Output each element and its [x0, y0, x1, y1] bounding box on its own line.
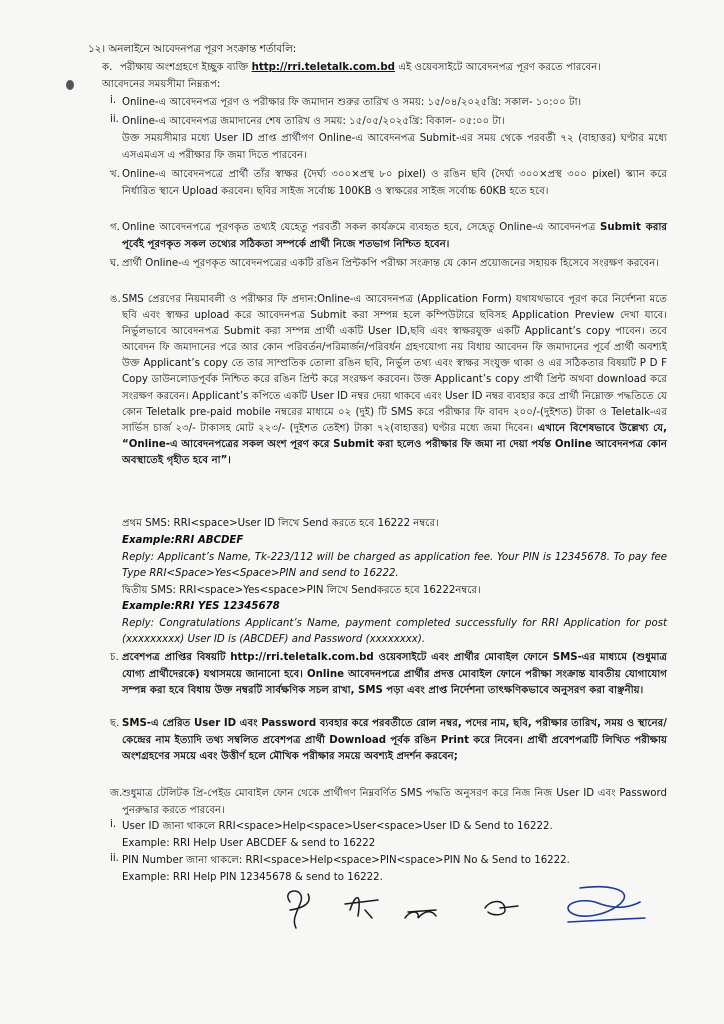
website-link[interactable]: http://rri.teletalk.com.bd: [251, 62, 395, 73]
website-link-2[interactable]: http://rri.teletalk.com.bd: [230, 652, 374, 663]
signatures: [250, 880, 650, 940]
document-page: ১২। অনলাইনে আবেদনপত্র পূরণ সংক্রান্ত শর্তাবলি: ক. পরীক্ষায় অংশগ্রহণে ইচ্ছুক ব্যক্তি http://rri.teletalk.com.bd এই ওয়েবসাইটে আবেদনপত্র পূরণ করতে পারবেন। আবেদনের সময়সীমা নিম্নরূপ: i. Online-এ আবেদনপত্র পূরণ ও পরীক্ষার ফি জমাদান শুরুর তারিখ ও সময়: ১৫/০৪/২০২৫খ্রি: সকাল- ১০:০০ টা। ii. Online-এ আবেদনপত্র জমাদানের শেষ তারিখ ও সময়: ১৫/০৫/২০২৫খ্রি: বিকাল- ০৫:০০ টা। উক্ত সময়সীমার মধ্যে User ID প্রাপ্ত প্রার্থীগণ Online-এ আবেদনপত্র Submit-এর সময় থেকে পরবর্তী ৭২ (বাহাত্তর) ঘণ্টার মধ্যে এসএমএস এ পরীক্ষার ফি জমা দিতে পারবেন। খ. Online-এ আবেদনপত্রে প্রার্থী তাঁর স্বাক্ষর (দৈর্ঘ্য ৩০০×প্রস্থ ৮০ pixel) ও রঙিন ছবি (দৈর্ঘ্য ৩০০×প্রস্থ ৩০০ pixel) স্ক্যান করে নির্ধারিত স্থানে Upload করবেন। ছবির সাইজ সর্বোচ্চ 100KB ও স্বাক্ষরের সাইজ সর্বোচ্চ 60KB হতে হবে। গ. Online আবেদনপত্রে পূরণকৃত তথ্যই যেহেতু পরবর্তী সকল কার্যক্রমে ব্যবহৃত হবে, সেহেতু Online-এ আবেদনপত্র Submit করার পূর্বেই পূরণকৃত সকল তথ্যের সঠিকতা সম্পর্কে প্রার্থী নিজে শতভাগ নিশ্চিত হবেন। ঘ. প্রার্থী Online-এ পূরণকৃত আবেদনপত্রের একটি রঙিন প্রিন্টকপি পরীক্ষা সংক্রান্ত যে কোন প্রয়োজনের সহায়ক হিসেবে সংরক্ষণ করবেন। ঙ. SMS প্রেরণের নিয়মাবলী ও পরীক্ষার ফি প্রদান:Online-এ আবেদনপত্র (Application Form) যথাযথভাবে পূরণ করে নির্দেশনা মতে ছবি এবং স্বাক্ষর upload করে আবেদনপত্র Submit করা সম্পন্ন হলে কম্পিউটারে ছবিসহ Application Preview দেখা যাবে। নির্ভুলভাবে আবেদনপত্র Submit করা সম্পন্ন প্রার্থী একটি User ID,ছবি এবং স্বাক্ষরযুক্ত একটি Applicant’s copy পাবেন। তবে আবেদন ফি জমাদানের পরে আর কোন পরিবর্তন/পরিমার্জন/পরিবর্ধন গ্রহণযোগ্য নয় বিধায় আবেদন ফি জমাদানের পূর্বে প্রার্থী অবশ্যই উক্ত Applicant’s copy তে তার সাম্প্রতিক তোলা রঙিন ছবি, নির্ভুল তথ্য এবং স্বাক্ষর সংযুক্ত থাকা ও এর সঠিকতার বিষয়টি P D F Copy ডাউনলোডপূর্বক নিশ্চিত করে রঙিন প্রিন্ট করে সংরক্ষণ করবেন। উক্ত Applicant’s copy প্রার্থী প্রিন্ট অথবা download করে সংরক্ষণ করবেন। Applicant’s কপিতে একটি User ID নম্বর দেয়া থাকবে এবং User ID নম্বর ব্যবহার করে প্রার্থী নিম্নোক্ত পদ্ধতিতে যে কোন Teletalk pre-paid mobile নম্বরের মাধ্যমে ০২ (দুই) টি SMS করে পরীক্ষার ফি বাবদ ২০০/-(দুইশত) টাকা ও Teletalk-এর সার্ভিস চার্জ ২৩/- টাকাসহ মোট ২২৩/- (দুইশত তেইশ) টাকা ৭২(বাহাত্তর) ঘণ্টার মধ্যে জমা দিবেন। এখানে বিশেষভাবে উল্লেখ্য যে, “Online-এ আবেদনপত্রের সকল অংশ পূরণ করে Submit করা হলেও পরীক্ষার ফি জমা না দেয়া পর্যন্ত Online আবেদনপত্র কোন অবস্থাতেই গৃহীত হবে না”। প্রথম SMS: RRI<space>User ID লিখে Send করতে হবে 16222 নম্বরে। Example:RRI ABCDEF Reply: Applicant’s Name, Tk-223/112 will be charged as application fee. Your PIN is 12345678. To pay fee Type RRI<Space>Yes<Space>PIN and send to 16222. দ্বিতীয় SMS: RRI<space>Yes<space>PIN লিখে Sendকরতে হবে 16222নম্বরে। Example:RRI YES 12345678 Reply: Congratulations Applicant’s Name, payment completed successfully for RRI Application for post (xxxxxxxxx) User ID is (ABCDEF) and Password (xxxxxxxx). চ. প্রবেশপত্র প্রাপ্তির বিষয়টি http://rri.teletalk.com.bd ওয়েবসাইটে এবং প্রার্থীর মোবাইল ফোনে SMS-এর মাধ্যমে (শুধুমাত্র যোগ্য প্রার্থীদেরকে) যথাসময়ে জানানো হবে। Online আবেদনপত্রে প্রার্থীর প্রদত্ত মোবাইল ফোনে পরীক্ষা সংক্রান্ত যাবতীয় যোগাযোগ সম্পন্ন করা হবে বিধায় উক্ত নম্বরটি সার্বক্ষণিক সচল রাখা, SMS পড়া এবং প্রাপ্ত নির্দেশনা তাৎক্ষণিকভাবে অনুসরণ করা বাঞ্ছনীয়। ছ. SMS-এ প্রেরিত User ID এবং Password ব্যবহার করে পরবর্তীতে রোল নম্বর, পদের নাম, ছবি, পরীক্ষার তারিখ, সময় ও স্থানের/কেন্দ্রের নাম ইত্যাদি তথ্য সম্বলিত প্রবেশপত্র প্রার্থী Download পূর্বক রঙিন Print করে নিবেন। প্রার্থী প্রবেশপত্রটি লিখিত পরীক্ষায় অংশগ্রহণের সময়ে এবং উত্তীর্ণ হলে মৌখিক পরীক্ষার সময়ে অবশ্যই প্রদর্শন করবেন; জ. শুধুমাত্র টেলিটক প্রি-পেইড মোবাইল ফোন থেকে প্রার্থীগণ নিম্নবর্ণিত SMS পদ্ধতি অনুসরণ করে নিজ নিজ User ID এবং Password পুনরুদ্ধার করতে পারবেন। i. User ID জানা থাকলে RRI<space>Help<space>User<space>User ID & Send to 16222. Example: RRI Help User ABCDEF & send to 16222 ii. PIN Number জানা থাকলে: RRI<space>Help<space>PIN<space>PIN No & Send to 16222. Example: RRI Help PIN 12345678 & send to 16222.: [0, 0, 724, 1024]
signature-2: [345, 898, 378, 918]
signature-5: [568, 887, 645, 922]
section-title: ১২। অনলাইনে আবেদনপত্র পূরণ সংক্রান্ত শর্তাবলি:: [88, 43, 297, 55]
signature-3: [405, 910, 436, 918]
punch-hole: [66, 80, 74, 90]
signature-4: [485, 902, 518, 915]
signature-1: [288, 891, 309, 928]
